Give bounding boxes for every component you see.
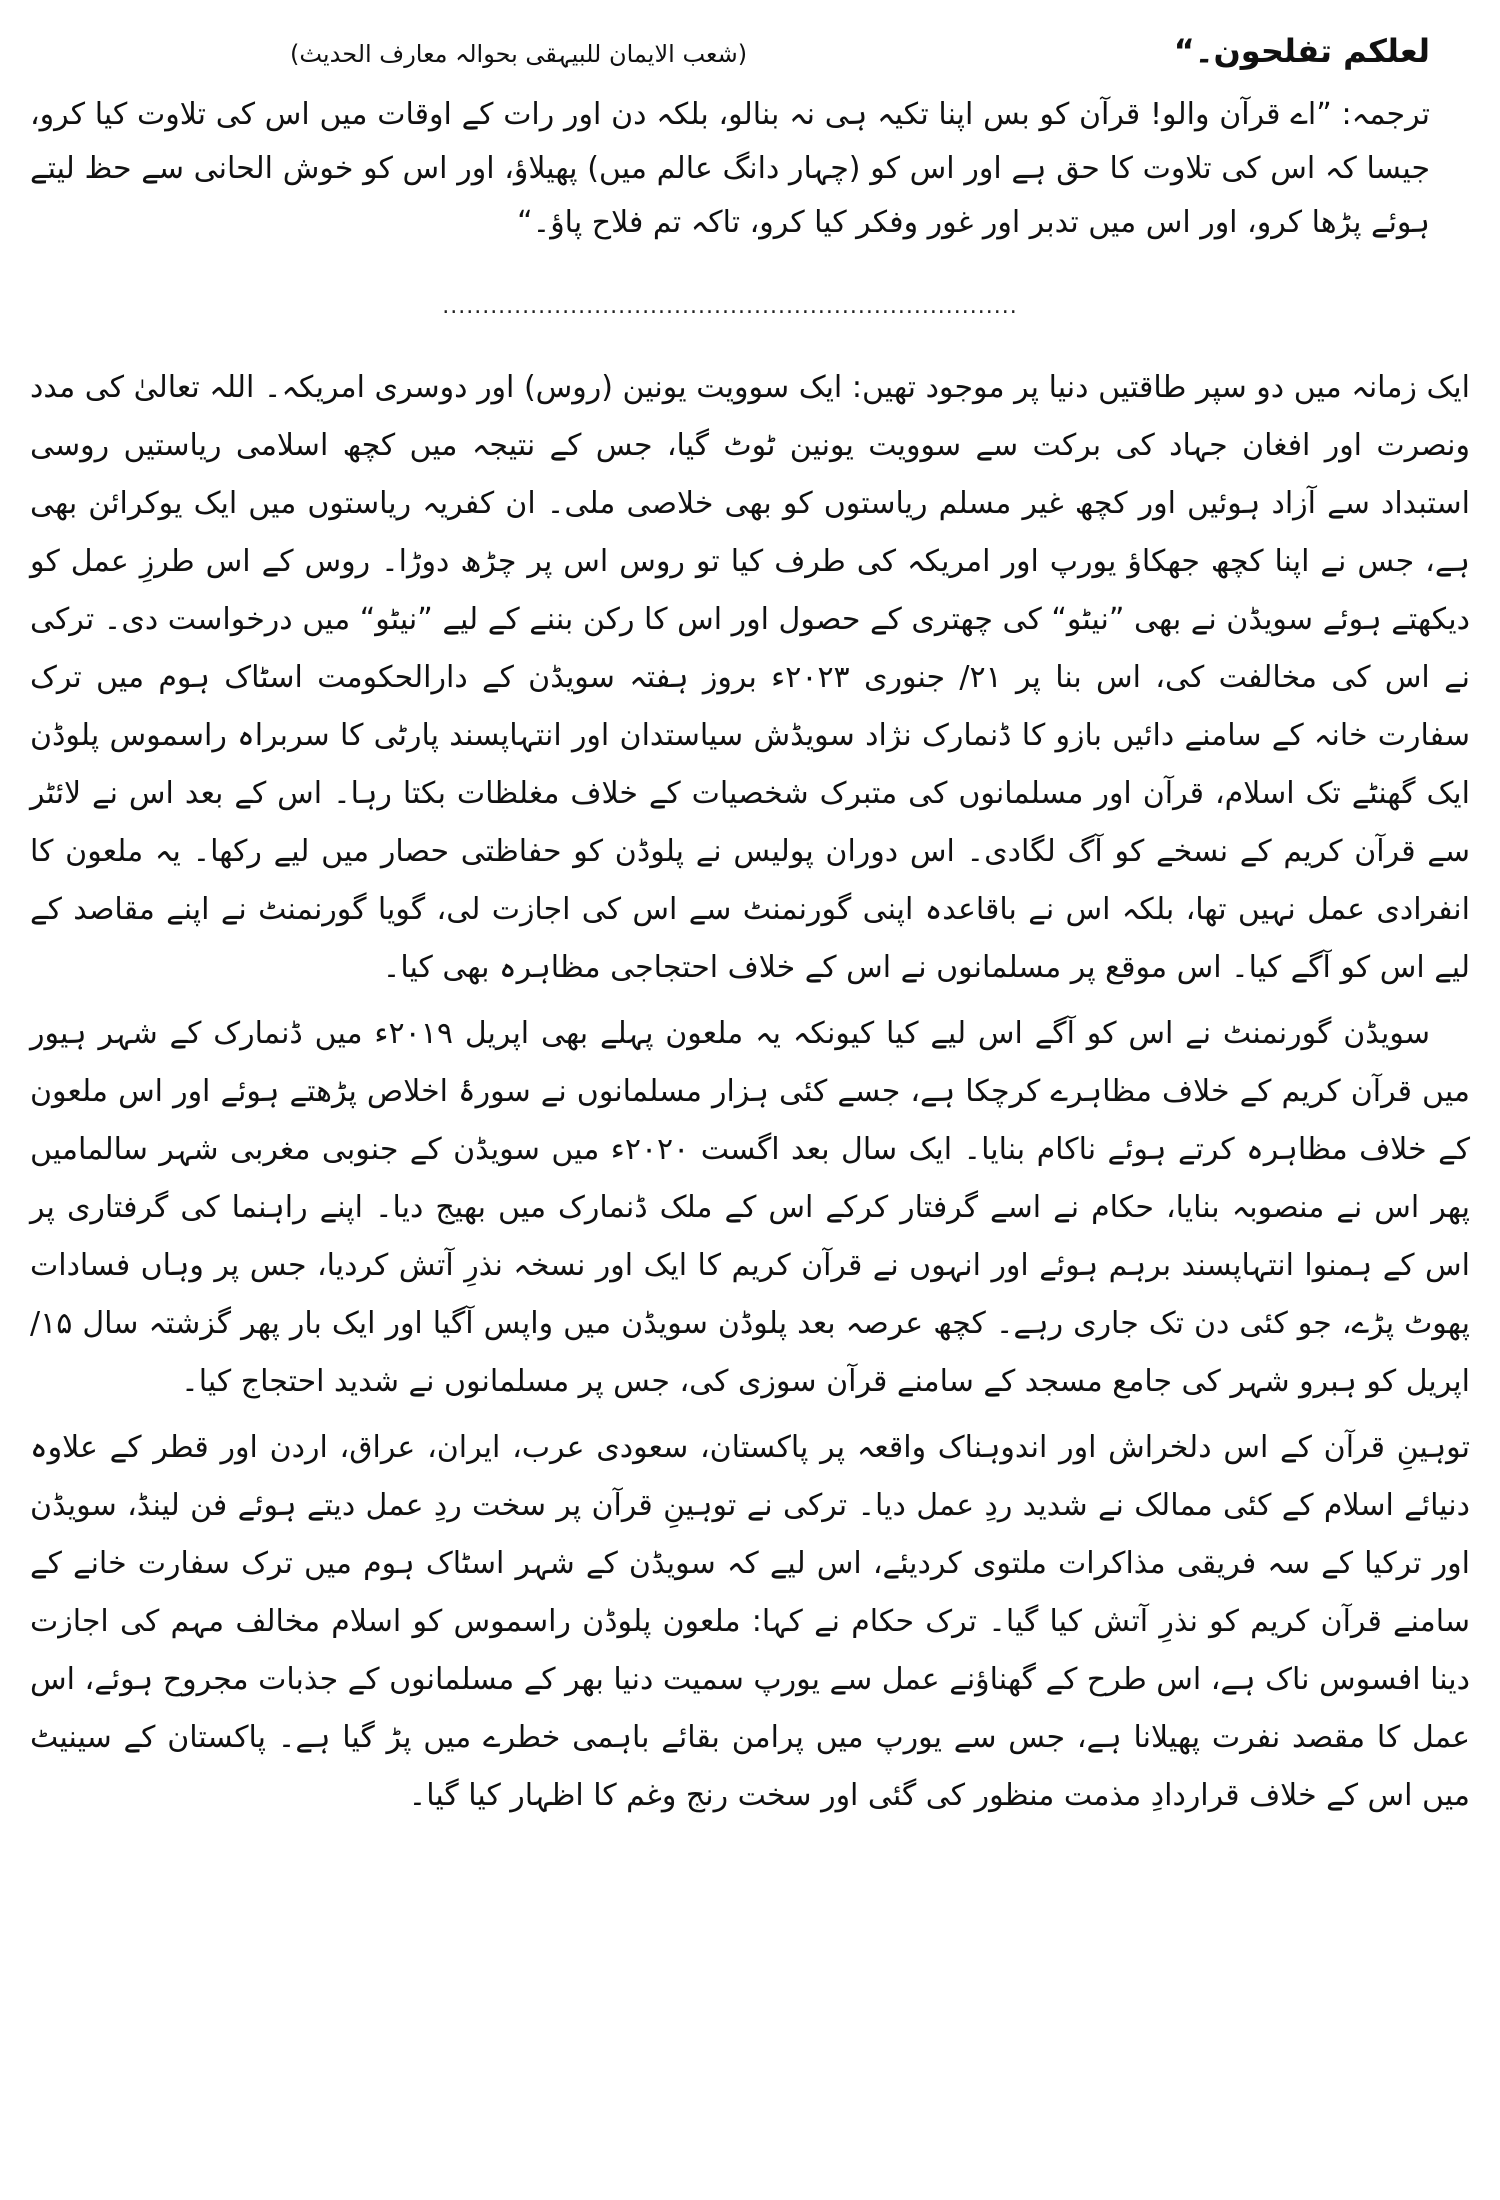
section-divider: ........................................................................ bbox=[442, 294, 1018, 319]
body-paragraph-1: ایک زمانہ میں دو سپر طاقتیں دنیا پر موجود تھیں: ایک سوویت یونین (روس) اور دوسری امریکہ۔ اللہ تعالیٰ کی مدد ونصرت اور افغان جہاد کی برکت سے سوویت یونین ٹوٹ گیا، جس کے نتیجہ میں کچھ اسلامی ریاستیں روسی استبداد سے آزاد ہوئیں اور کچھ غیر مسلم ریاستوں کو بھی خلاصی ملی۔ ان کفریہ ریاستوں میں ایک یوکرائن بھی ہے، جس نے اپنا کچھ جھکاؤ یورپ اور امریکہ کی طرف کیا تو روس اس پر چڑھ دوڑا۔ روس کے اس طرزِ عمل کو دیکھتے ہوئے سویڈن نے بھی ”نیٹو“ کی چھتری کے حصول اور اس کا رکن بننے کے لیے ”نیٹو“ میں درخواست دی۔ ترکی نے اس کی مخالفت کی، اس بنا پر ۲۱/ جنوری ۲۰۲۳ء بروز ہفتہ سویڈن کے دارالحکومت اسٹاک ہوم میں ترک سفارت خانہ کے سامنے دائیں بازو کا ڈنمارک نژاد سویڈش سیاستدان اور انتہاپسند پارٹی کا سربراہ راسموس پلوڈن ایک گھنٹے تک اسلام، قرآن اور مسلمانوں کی متبرک شخصیات کے خلاف مغلظات بکتا رہا۔ اس کے بعد اس نے لائٹر سے قرآن کریم کے نسخے کو آگ لگادی۔ اس دوران پولیس نے پلوڈن کو حفاظتی حصار میں لیے رکھا۔ یہ ملعون کا انفرادی عمل نہیں تھا، بلکہ اس نے باقاعدہ اپنی گورنمنٹ سے اس کی اجازت لی، گویا گورنمنٹ نے اپنے مقاصد کے لیے اس کو آگے کیا۔ اس موقع پر مسلمانوں نے اس کے خلاف احتجاجی مظاہرہ بھی کیا۔ bbox=[30, 370, 1470, 985]
body-paragraph-2: سویڈن گورنمنٹ نے اس کو آگے اس لیے کیا کیونکہ یہ ملعون پہلے بھی اپریل ۲۰۱۹ء میں ڈنمارک کے شہر ہیور میں قرآن کریم کے خلاف مظاہرے کرچکا ہے، جسے کئی ہزار مسلمانوں نے سورۂ اخلاص پڑھتے ہوئے اور اس ملعون کے خلاف مظاہرہ کرتے ہوئے ناکام بنایا۔ ایک سال بعد اگست ۲۰۲۰ء میں سویڈن کے جنوبی مغربی شہر سالمامیں پھر اس نے منصوبہ بنایا، حکام نے اسے گرفتار کرکے اس کے ملک ڈنمارک میں بھیج دیا۔ اپنے راہنما کی گرفتاری پر اس کے ہمنوا انتہاپسند برہم ہوئے اور انہوں نے قرآن کریم کا ایک اور نسخہ نذرِ آتش کردیا، جس پر وہاں فسادات پھوٹ پڑے، جو کئی دن تک جاری رہے۔ کچھ عرصہ بعد پلوڈن سویڈن میں واپس آگیا اور ایک بار پھر گزشتہ سال ۱۵/ اپریل کو ہبرو شہر کی جامع مسجد کے سامنے قرآن سوزی کی، جس پر مسلمانوں نے شدید احتجاج کیا۔ bbox=[30, 1016, 1470, 1399]
translation-paragraph: ترجمہ: ”اے قرآن والو! قرآن کو بس اپنا تکیہ ہی نہ بنالو، بلکہ دن اور رات کے اوقات میں اس کی تلاوت کیا کرو، جیسا کہ اس کی تلاوت کا حق ہے اور اس کو (چہار دانگ عالم میں) پھیلاؤ، اور اس کو خوش الحانی سے حظ لیتے ہوئے پڑھا کرو، اور اس میں تدبر اور غور وفکر کیا کرو، تاکہ تم فلاح پاؤ۔“ bbox=[30, 97, 1431, 240]
body-paragraph-3: توہینِ قرآن کے اس دلخراش اور اندوہناک واقعہ پر پاکستان، سعودی عرب، ایران، عراق، اردن اور قطر کے علاوہ دنیائے اسلام کے کئی ممالک نے شدید ردِ عمل دیا۔ ترکی نے توہینِ قرآن پر سخت ردِ عمل دیتے ہوئے فن لینڈ، سویڈن اور ترکیا کے سہ فریقی مذاکرات ملتوی کردیئے، اس لیے کہ سویڈن کے شہر اسٹاک ہوم میں ترک سفارت خانے کے سامنے قرآن کریم کو نذرِ آتش کیا گیا۔ ترک حکام نے کہا: ملعون پلوڈن راسموس کو اسلام مخالف مہم کی اجازت دینا افسوس ناک ہے، اس طرح کے گھناؤنے عمل سے یورپ سمیت دنیا بھر کے مسلمانوں کے جذبات مجروح ہوئے، اس عمل کا مقصد نفرت پھیلانا ہے، جس سے یورپ میں پرامن بقائے باہمی خطرے میں پڑ گیا ہے۔ پاکستان کے سینیٹ میں اس کے خلاف قراردادِ مذمت منظور کی گئی اور سخت رنج وغم کا اظہار کیا گیا۔ bbox=[30, 1430, 1470, 1813]
source-reference: (شعب الایمان للبیہقی بحوالہ معارف الحدیث) bbox=[290, 40, 748, 68]
header-row bbox=[30, 32, 1470, 70]
verse-ending: لعلکم تفلحون۔“ bbox=[1173, 32, 1430, 70]
